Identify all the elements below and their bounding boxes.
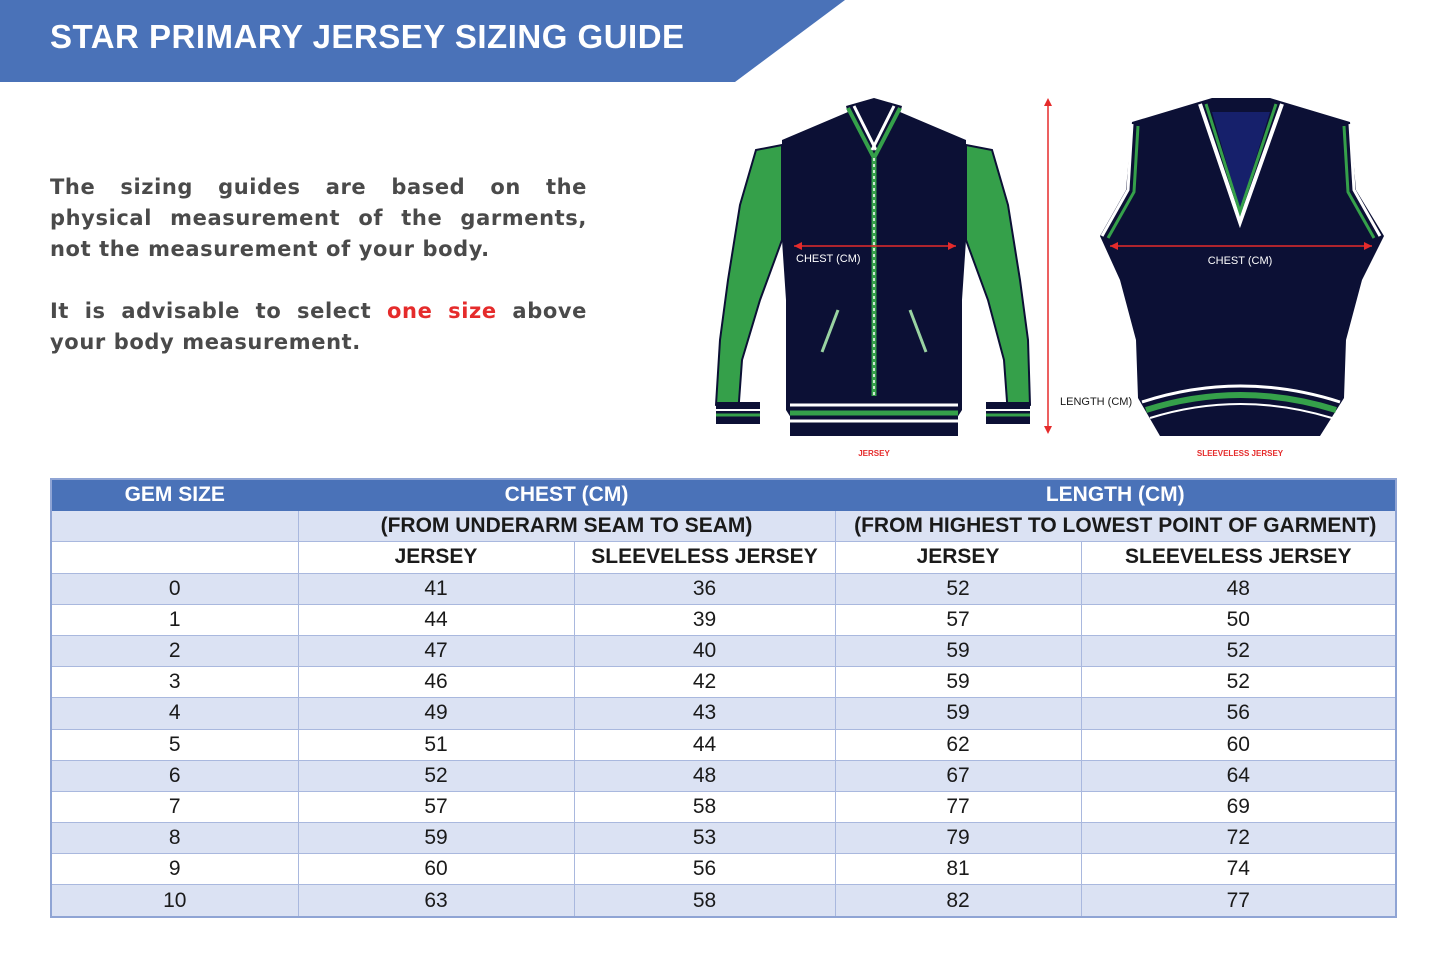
- length-sleeveless-cell: 50: [1081, 604, 1396, 635]
- chest-jersey-cell: 57: [298, 791, 574, 822]
- chest-sleeveless-cell: 43: [574, 698, 835, 729]
- length-jersey-cell: 57: [835, 604, 1081, 635]
- table-row: [51, 667, 1396, 698]
- chest-sleeveless-cell: 53: [574, 823, 835, 854]
- length-jersey-cell: 62: [835, 729, 1081, 760]
- length-sleeveless-cell: 72: [1081, 823, 1396, 854]
- gem-size-cell: 9: [51, 854, 298, 885]
- chest-jersey-cell: 41: [298, 573, 574, 604]
- length-jersey-cell: 82: [835, 885, 1081, 917]
- gem-size-cell: 7: [51, 791, 298, 822]
- length-sleeveless-cell: 52: [1081, 667, 1396, 698]
- gem-size-cell: 8: [51, 823, 298, 854]
- table-row: [51, 760, 1396, 791]
- jersey-caption: JERSEY: [858, 449, 890, 458]
- chest-sleeveless-cell: 36: [574, 573, 835, 604]
- table-header-row: [51, 479, 1396, 511]
- chest-jersey-cell: 47: [298, 635, 574, 666]
- intro-text-before: It is advisable to select: [50, 299, 388, 323]
- vest-chest-label: CHEST (CM): [1207, 255, 1273, 267]
- length-sleeveless-cell: 69: [1081, 791, 1396, 822]
- intro-highlight: one size: [387, 299, 497, 323]
- chest-sleeveless-cell: 42: [574, 667, 835, 698]
- length-sleeveless-cell: 56: [1081, 698, 1396, 729]
- table-row: [51, 854, 1396, 885]
- table-row: [51, 885, 1396, 917]
- length-jersey-cell: 77: [835, 791, 1081, 822]
- gem-size-header: GEM SIZE: [51, 479, 298, 511]
- chest-sleeveless-cell: 58: [574, 791, 835, 822]
- length-jersey-cell: 52: [835, 573, 1081, 604]
- empty-cell: [51, 542, 298, 573]
- length-jersey-header: JERSEY: [835, 542, 1081, 573]
- chest-jersey-cell: 59: [298, 823, 574, 854]
- empty-cell: [51, 511, 298, 542]
- gem-size-cell: 3: [51, 667, 298, 698]
- gem-size-cell: 4: [51, 698, 298, 729]
- jersey-chest-label: CHEST (CM): [796, 253, 861, 265]
- intro-text: [50, 172, 587, 389]
- chest-jersey-cell: 63: [298, 885, 574, 917]
- chest-jersey-cell: 44: [298, 604, 574, 635]
- vest-caption: SLEEVELESS JERSEY: [1196, 449, 1284, 458]
- chest-subheader: (FROM UNDERARM SEAM TO SEAM): [298, 511, 835, 542]
- length-jersey-cell: 59: [835, 698, 1081, 729]
- length-sleeveless-cell: 64: [1081, 760, 1396, 791]
- chest-sleeveless-cell: 56: [574, 854, 835, 885]
- length-sleeveless-cell: 74: [1081, 854, 1396, 885]
- table-subheader-row: [51, 511, 1396, 542]
- table-row: [51, 823, 1396, 854]
- chest-header: CHEST (CM): [298, 479, 835, 511]
- length-jersey-cell: 67: [835, 760, 1081, 791]
- vest-illustration: [1100, 98, 1384, 436]
- chest-jersey-cell: 49: [298, 698, 574, 729]
- length-sleeveless-cell: 60: [1081, 729, 1396, 760]
- gem-size-cell: 1: [51, 604, 298, 635]
- gem-size-cell: 0: [51, 573, 298, 604]
- chest-sleeveless-cell: 48: [574, 760, 835, 791]
- intro-paragraph-1: The sizing guides are based on the physical measurement of the garments, not the measurement of your body.: [50, 175, 587, 261]
- jersey-illustration: [716, 98, 1030, 436]
- page-title: STAR PRIMARY JERSEY SIZING GUIDE: [50, 18, 685, 55]
- garment-diagrams: [700, 90, 1420, 470]
- intro-paragraph-2: [50, 296, 587, 358]
- length-subheader: (FROM HIGHEST TO LOWEST POINT OF GARMENT): [835, 511, 1396, 542]
- intro-text-after: above your body measurement.: [50, 299, 587, 354]
- gem-size-cell: 10: [51, 885, 298, 917]
- table-row: [51, 698, 1396, 729]
- chest-jersey-cell: 51: [298, 729, 574, 760]
- table-row: [51, 729, 1396, 760]
- table-row: [51, 635, 1396, 666]
- size-table: [50, 478, 1397, 918]
- table-row: [51, 791, 1396, 822]
- table-garment-row: [51, 542, 1396, 573]
- length-jersey-cell: 81: [835, 854, 1081, 885]
- table-row: [51, 604, 1396, 635]
- gem-size-cell: 5: [51, 729, 298, 760]
- chest-sleeveless-header: SLEEVELESS JERSEY: [574, 542, 835, 573]
- chest-sleeveless-cell: 44: [574, 729, 835, 760]
- table-row: [51, 573, 1396, 604]
- gem-size-cell: 2: [51, 635, 298, 666]
- length-sleeveless-cell: 48: [1081, 573, 1396, 604]
- chest-sleeveless-cell: 39: [574, 604, 835, 635]
- length-label: LENGTH (CM): [1060, 396, 1133, 408]
- length-jersey-cell: 59: [835, 667, 1081, 698]
- length-jersey-cell: 79: [835, 823, 1081, 854]
- chest-jersey-cell: 46: [298, 667, 574, 698]
- length-sleeveless-cell: 77: [1081, 885, 1396, 917]
- chest-sleeveless-cell: 58: [574, 885, 835, 917]
- length-sleeveless-header: SLEEVELESS JERSEY: [1081, 542, 1396, 573]
- gem-size-cell: 6: [51, 760, 298, 791]
- length-sleeveless-cell: 52: [1081, 635, 1396, 666]
- length-header: LENGTH (CM): [835, 479, 1396, 511]
- chest-sleeveless-cell: 40: [574, 635, 835, 666]
- length-jersey-cell: 59: [835, 635, 1081, 666]
- chest-jersey-header: JERSEY: [298, 542, 574, 573]
- chest-jersey-cell: 60: [298, 854, 574, 885]
- chest-jersey-cell: 52: [298, 760, 574, 791]
